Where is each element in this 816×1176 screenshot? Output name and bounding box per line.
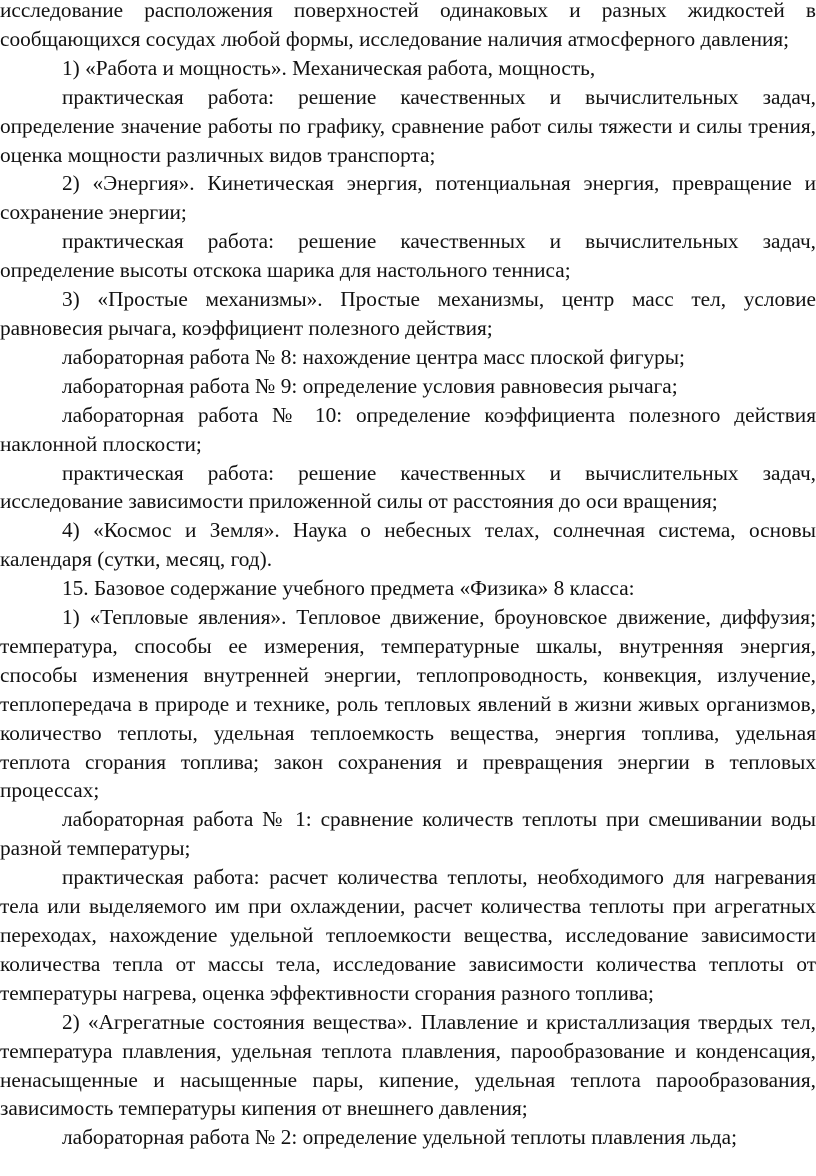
paragraph-practical-work: практическая работа: решение качественных и вычислительных задач, исследование зависимости приложенной силы от расстояния до оси вращения;: [0, 460, 816, 514]
paragraph-lab-work-9: лабораторная работа № 9: определение условия равновесия рычага;: [62, 373, 678, 398]
paragraph-topic-space-earth: 4) «Космос и Земля». Наука о небесных телах, солнечная система, основы календаря (сутки, месяц, год).: [0, 518, 816, 572]
paragraph-continued: исследование расположения поверхностей одинаковых и разных жидкостей в сообщающихся сосудах любой формы, исследование наличия атмосферного давления;: [0, 0, 816, 51]
paragraph-lab-work-2: лабораторная работа № 2: определение удельной теплоты плавления льда;: [62, 1125, 737, 1150]
paragraph-practical-work: практическая работа: расчет количества теплоты, необходимого для нагревания тела или выделяемого им при охлаждении, расчет количества теплоты при агрегатных переходах, нахождение удельной теплоемкости вещества, исследование зависимости количества тепла от массы тела, исследование зависимости количества теплоты от температуры нагрева, оценка эффективности сгорания разного топлива;: [0, 865, 816, 1005]
paragraph-topic-simple-mechanisms: 3) «Простые механизмы». Простые механизмы, центр масс тел, условие равновесия рычага, коэффициент полезного действия;: [0, 287, 816, 340]
paragraph-lab-work-10: лабораторная работа № 10: определение коэффициента полезного действия наклонной плоскости;: [0, 402, 816, 456]
paragraph-lab-work-1: лабораторная работа № 1: сравнение количеств теплоты при смешивании воды разной температуры;: [0, 807, 816, 861]
paragraph-topic-thermal: 1) «Тепловые явления». Тепловое движение, броуновское движение, диффузия; температура, способы ее измерения, температурные шкалы, внутренняя энергия, способы изменения внутренней энергии, теплопроводность, конвекция, излучение, теплопередача в природе и технике, роль тепловых явлений в жизни живых организмов, количество теплоты, удельная теплоемкость вещества, энергия топлива, удельная теплота сгорания топлива; закон сохранения и превращения энергии в тепловых процессах;: [0, 605, 816, 803]
paragraph-topic-work-power: 1) «Работа и мощность». Механическая работа, мощность,: [62, 55, 596, 80]
paragraph-topic-aggregate-states: 2) «Агрегатные состояния вещества». Плавление и кристаллизация твердых тел, температура плавления, удельная теплота плавления, парообразование и конденсация, ненасыщенные и насыщенные пары, кипение, удельная теплота парообразования, зависимость температуры кипения от внешнего давления;: [0, 1009, 816, 1121]
paragraph-practical-work: практическая работа: решение качественных и вычислительных задач, определение высоты отскока шарика для настольного тенниса;: [0, 229, 816, 283]
paragraph-practical-work: практическая работа: решение качественных и вычислительных задач, определение значение работы по графику, сравнение работ силы тяжести и силы трения, оценка мощности различных видов транспорта;: [0, 84, 816, 167]
paragraph-section-15: 15. Базовое содержание учебного предмета «Физика» 8 класса:: [62, 576, 635, 601]
paragraph-lab-work-8: лабораторная работа № 8: нахождение центра масс плоской фигуры;: [62, 344, 685, 369]
paragraph-topic-energy: 2) «Энергия». Кинетическая энергия, потенциальная энергия, превращение и сохранение энергии;: [0, 171, 816, 225]
